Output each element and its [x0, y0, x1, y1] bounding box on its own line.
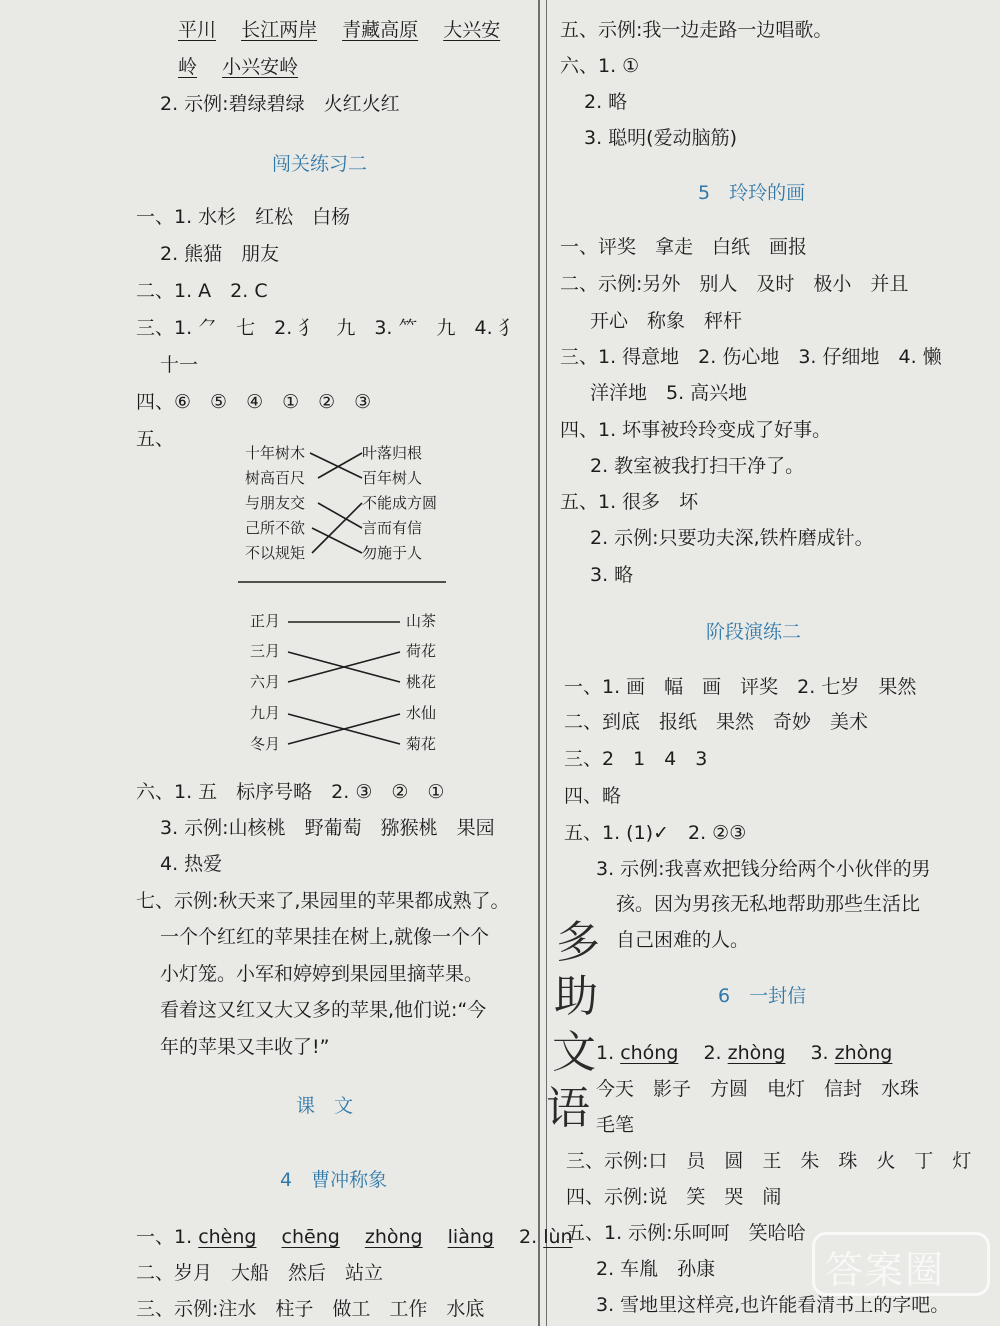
left-line-6: 三、1. ⺈ 七 2. 犭 九 3. ⺮ 九 4. 犭 [136, 317, 518, 339]
match1-right-1: 百年树人 [362, 469, 423, 487]
right-line-19: 3. 示例:我喜欢把钱分给两个小伙伴的男 [596, 858, 931, 880]
right-line-2: 2. 略 [584, 91, 628, 113]
match2-left-2: 六月 [250, 673, 281, 691]
match1-left-3: 己所不欲 [245, 519, 306, 537]
lesson-heading-caochong: 4 曹冲称象 [280, 1169, 388, 1191]
match1-left-0: 十年树木 [245, 444, 306, 462]
watermark-text: 答案圈 [825, 1248, 946, 1292]
match2-right-2: 桃花 [406, 673, 437, 691]
match2-left-3: 九月 [250, 704, 281, 722]
match2-right-3: 水仙 [406, 704, 437, 722]
right-line-28: 2. 车胤 孙康 [596, 1258, 716, 1280]
right-line-16: 三、2 1 4 3 [564, 748, 708, 770]
right-line-4: 一、评奖 拿走 白纸 画报 [560, 236, 808, 258]
left-line-0: 平川 长江两岸 青藏高原 大兴安 [178, 19, 501, 41]
right-line-25: 三、示例:口 员 圆 王 朱 珠 火 丁 灯 [566, 1150, 972, 1172]
left-line-19: 二、岁月 大船 然后 站立 [136, 1262, 384, 1284]
right-line-20: 孩。因为男孩无私地帮助那些生活比 [616, 893, 921, 915]
right-line-10: 2. 教室被我打扫干净了。 [590, 455, 805, 477]
right-line-5: 二、示例:另外 别人 及时 极小 并且 [560, 273, 909, 295]
connector-1d [312, 528, 362, 553]
right-line-11: 五、1. 很多 坏 [560, 491, 699, 513]
right-line-6: 开心 称象 秤杆 [590, 310, 743, 332]
right-line-9: 四、1. 坏事被玲玲变成了好事。 [560, 419, 832, 441]
match2-right-4: 菊花 [406, 735, 437, 753]
right-line-0: 五、示例:我一边走路一边唱歌。 [560, 19, 833, 41]
left-line-15: 小灯笼。小军和婷婷到果园里摘苹果。 [160, 963, 484, 985]
right-line-18: 五、1. (1)✓ 2. ②③ [564, 822, 747, 844]
left-line-14: 一个个红红的苹果挂在树上,就像一个个 [160, 926, 490, 948]
match2-left-4: 冬月 [250, 735, 281, 753]
lesson-heading-yifengxin: 6 一封信 [718, 985, 807, 1007]
right-line-24: 毛笔 [596, 1114, 635, 1136]
left-line-3: 一、1. 水杉 红松 白杨 [136, 206, 351, 228]
handwriting-char-2: 助 [554, 971, 598, 1022]
right-line-7: 三、1. 得意地 2. 伤心地 3. 仔细地 4. 懒 [560, 346, 942, 368]
match1-right-0: 叶落归根 [362, 444, 423, 462]
left-line-4: 2. 熊猫 朋友 [160, 243, 280, 265]
handwriting-char-4: 语 [546, 1083, 590, 1134]
section-heading-chuangguan: 闯关练习二 [272, 153, 368, 175]
match2-right-1: 荷花 [406, 642, 437, 660]
right-line-27: 五、1. 示例:乐呵呵 笑哈哈 [566, 1222, 806, 1244]
right-line-8: 洋洋地 5. 高兴地 [590, 382, 748, 404]
match1-left-1: 树高百尺 [245, 469, 306, 487]
right-line-26: 四、示例:说 笑 哭 闹 [566, 1186, 782, 1208]
left-line-20: 三、示例:注水 柱子 做工 工作 水底 [136, 1298, 485, 1320]
right-line-1: 六、1. ① [560, 55, 640, 77]
section-heading-kewen: 课 文 [296, 1095, 354, 1117]
left-line-12: 4. 热爱 [160, 853, 223, 875]
watermark-logo [812, 1232, 990, 1296]
left-line-11: 3. 示例:山核桃 野葡萄 猕猴桃 果园 [160, 817, 495, 839]
match1-left-4: 不以规矩 [245, 544, 306, 562]
left-line-8: 四、⑥ ⑤ ④ ① ② ③ [136, 391, 372, 413]
left-line-17: 年的苹果又丰收了!” [160, 1036, 330, 1058]
right-line-22: 1. chóng 2. zhòng 3. zhòng [596, 1042, 893, 1064]
match1-right-4: 勿施于人 [362, 544, 423, 562]
section-heading-jieduan: 阶段演练二 [706, 621, 802, 643]
left-line-18: 一、1. chèng chēng zhòng liàng 2. lùn [136, 1226, 573, 1248]
connector-1e [312, 503, 362, 553]
handwriting-char-1: 多 [556, 917, 600, 968]
right-line-29: 3. 雪地里这样亮,也许能看清书上的字吧。 [596, 1294, 950, 1316]
right-line-13: 3. 略 [590, 564, 634, 586]
right-line-23: 今天 影子 方圆 电灯 信封 水珠 [596, 1078, 920, 1100]
left-line-9: 五、 [136, 428, 175, 450]
left-line-5: 二、1. A 2. C [136, 280, 268, 302]
match2-left-1: 三月 [250, 642, 281, 660]
match1-right-2: 不能成方圆 [362, 494, 438, 512]
right-line-21: 自己困难的人。 [616, 929, 750, 951]
right-line-3: 3. 聪明(爱动脑筋) [584, 127, 737, 149]
right-line-17: 四、略 [564, 785, 622, 807]
right-line-12: 2. 示例:只要功夫深,铁杵磨成针。 [590, 527, 874, 549]
match1-left-2: 与朋友交 [245, 494, 306, 512]
match1-right-3: 言而有信 [362, 519, 423, 537]
right-line-14: 一、1. 画 幅 画 评奖 2. 七岁 果然 [564, 676, 917, 698]
match2-left-0: 正月 [250, 612, 281, 630]
lesson-heading-lingling: 5 玲玲的画 [698, 182, 806, 204]
left-line-10: 六、1. 五 标序号略 2. ③ ② ① [136, 781, 445, 803]
left-line-1: 岭 小兴安岭 [178, 56, 299, 78]
left-line-7: 十一 [160, 354, 199, 376]
left-line-16: 看着这又红又大又多的苹果,他们说:“今 [160, 999, 487, 1021]
left-line-2: 2. 示例:碧绿碧绿 火红火红 [160, 93, 400, 115]
handwriting-char-3: 文 [552, 1027, 596, 1078]
right-line-15: 二、到底 报纸 果然 奇妙 美术 [564, 711, 869, 733]
match2-right-0: 山茶 [406, 612, 437, 630]
left-line-13: 七、示例:秋天来了,果园里的苹果都成熟了。 [136, 890, 510, 912]
